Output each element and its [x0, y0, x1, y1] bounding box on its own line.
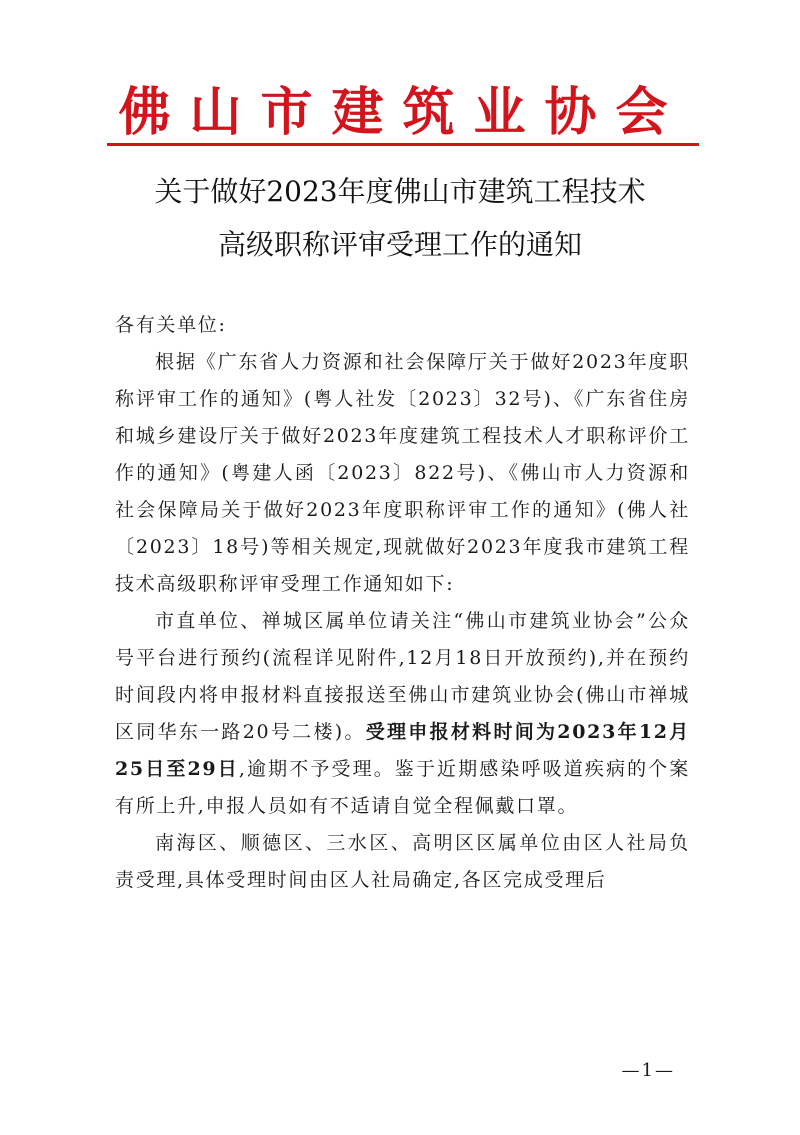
organization-header: 佛山市建筑业协会 [118, 83, 687, 143]
document-title-line-1: 关于做好2023年度佛山市建筑工程技术 [154, 175, 646, 208]
page-number: —1— [621, 1060, 675, 1081]
salutation: 各有关单位: [115, 314, 227, 336]
paragraph-city-units-text-2: ,逾期不予受理。鉴于近期感染呼吸道疾病的个案有所上升,申报人员如有不适请自觉全程佩戴口罩。 [115, 758, 690, 817]
submission-period-bold: 受理申报材料时间为2023年12月25日至29日 [115, 721, 690, 780]
red-header-rule [107, 143, 699, 146]
document-title-line-2: 高级职称评审受理工作的通知 [217, 228, 582, 261]
paragraph-city-units-text-1: 市直单位、禅城区属单位请关注“佛山市建筑业协会”公众号平台进行预约(流程详见附件,12月18日开放预约),并在预约时间段内将申报材料直接报送至佛山市建筑业协会(佛山市禅城区同华东一路20号二楼)。 [115, 610, 690, 743]
paragraph-city-units [115, 603, 690, 825]
paragraph-district-units: 南海区、顺德区、三水区、高明区区属单位由区人社局负责受理,具体受理时间由区人社局确定,各区完成受理后 [115, 832, 690, 891]
paragraph-regulations: 根据《广东省人力资源和社会保障厅关于做好2023年度职称评审工作的通知》(粤人社发〔2023〕32号)、《广东省住房和城乡建设厅关于做好2023年度建筑工程技术人才职称评价工作的通知》(粤建人函〔2023〕822号)、《佛山市人力资源和社会保障局关于做好2023年度职称评审工作的通知》(佛人社〔2023〕18号)等相关规定,现就做好2023年度我市建筑工程技术高级职称评审受理工作通知如下: [115, 351, 690, 595]
document-body [115, 307, 690, 899]
